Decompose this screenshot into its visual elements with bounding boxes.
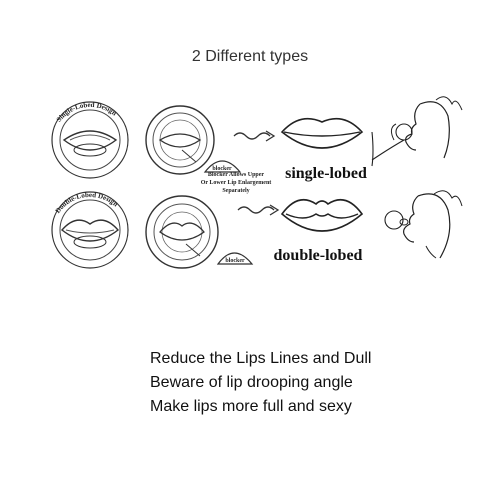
single-lobed-lips	[282, 119, 362, 148]
single-lobed-label: single-lobed	[285, 165, 367, 182]
double-lobed-label: double-lobed	[273, 247, 363, 264]
benefit-item: Reduce the Lips Lines and Dull	[150, 350, 372, 367]
blocker-note	[201, 172, 272, 194]
blocker-note-line-2: Or Lower Lip Enlargement	[200, 180, 272, 186]
double-arrow	[238, 205, 278, 215]
svg-text:Single-Lobed Design	[55, 101, 118, 124]
double-lobed-device	[146, 196, 252, 268]
blocker-note-line-1: Blocker Allows Upper	[207, 172, 265, 178]
benefits-list	[150, 347, 371, 419]
double-badge-label: Double-Lobed Design	[53, 190, 120, 215]
woman-double-illustration	[385, 191, 462, 258]
double-lobed-design-badge	[52, 191, 128, 268]
single-lobed-design-badge	[52, 101, 128, 178]
single-lobed-device	[146, 106, 240, 174]
single-lobed-row	[52, 97, 462, 182]
benefit-item: Beware of lip drooping angle	[150, 374, 353, 391]
blocker-note-line-3: Separately	[222, 188, 250, 194]
single-badge-label: Single-Lobed Design	[54, 100, 119, 124]
single-arrow	[234, 131, 274, 141]
double-lobed-lips	[282, 200, 362, 231]
page-title: 2 Different types	[191, 48, 309, 65]
blocker-label-top: blocker	[212, 166, 232, 172]
blocker-label-bottom: blocker	[225, 258, 245, 264]
svg-text:Double-Lobed Design	[54, 191, 120, 215]
woman-single-illustration	[372, 97, 462, 166]
benefit-item: Make lips more full and sexy	[150, 398, 352, 415]
double-lobed-row	[52, 172, 462, 268]
